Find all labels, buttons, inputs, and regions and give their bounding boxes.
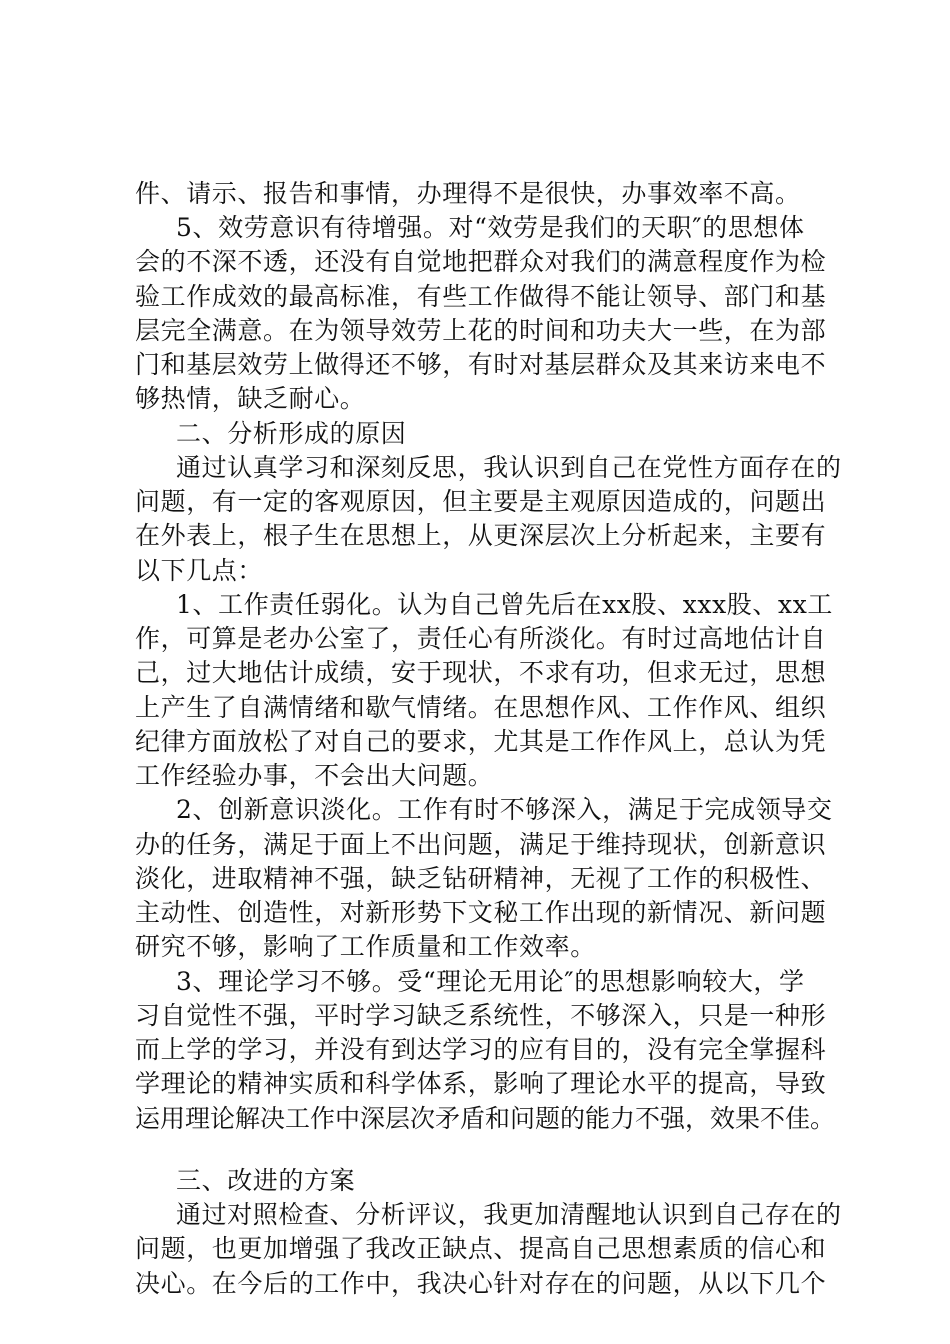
- text-line: 己，过大地估计成绩，安于现状，不求有功，但求无过，思想: [135, 658, 827, 687]
- text-line: 上产生了自满情绪和歇气情绪。在思想作风、工作作风、组织: [135, 693, 827, 722]
- text-line: 5、效劳意识有待增强。对“效劳是我们的天职″的思想体: [176, 213, 805, 242]
- text-line: 在外表上，根子生在思想上，从更深层次上分析起来，主要有: [135, 521, 827, 550]
- text-line: 以下几点：: [135, 556, 264, 585]
- text-line: 问题，也更加增强了我改正缺点、提高自己思想素质的信心和: [135, 1234, 827, 1263]
- text-line: 主动性、创造性，对新形势下文秘工作出现的新情况、新问题: [135, 898, 827, 927]
- text-line: 作，可算是老办公室了，责任心有所淡化。有时过高地估计自: [135, 624, 827, 653]
- text-line: 够热情，缺乏耐心。: [135, 384, 366, 413]
- text-line: 而上学的学习，并没有到达学习的应有目的，没有完全掌握科: [135, 1035, 827, 1064]
- text-line: 学理论的精神实质和科学体系，影响了理论水平的提高，导致: [135, 1069, 827, 1098]
- text-line: 3、理论学习不够。受“理论无用论″的思想影响较大，学: [176, 967, 805, 996]
- text-line: 件、请示、报告和事情，办理得不是很快，办事效率不高。: [135, 179, 801, 208]
- text-line: 通过对照检查、分析评议，我更加清醒地认识到自己存在的: [176, 1200, 842, 1229]
- section-heading: 二、分析形成的原因: [176, 419, 407, 448]
- text-line: 淡化，进取精神不强，缺乏钻研精神，无视了工作的积极性、: [135, 864, 827, 893]
- text-line: 层完全满意。在为领导效劳上花的时间和功夫大一些，在为部: [135, 316, 827, 345]
- text-line: 会的不深不透，还没有自觉地把群众对我们的满意程度作为检: [135, 247, 827, 276]
- text-line: 门和基层效劳上做得还不够，有时对基层群众及其来访来电不: [135, 350, 827, 379]
- text-line: 办的任务，满足于面上不出问题，满足于维持现状，创新意识: [135, 830, 827, 859]
- text-line: 验工作成效的最高标准，有些工作做得不能让领导、部门和基: [135, 282, 827, 311]
- text-line: 通过认真学习和深刻反思，我认识到自己在党性方面存在的: [176, 453, 842, 482]
- text-line: 问题，有一定的客观原因，但主要是主观原因造成的，问题出: [135, 487, 827, 516]
- text-line: 1、工作责任弱化。认为自己曾先后在xx股、xxx股、xx工: [176, 590, 834, 619]
- text-line: 习自觉性不强，平时学习缺乏系统性，不够深入，只是一种形: [135, 1001, 827, 1030]
- text-line: 决心。在今后的工作中，我决心针对存在的问题，从以下几个: [135, 1269, 827, 1298]
- section-heading: 三、改进的方案: [176, 1166, 356, 1195]
- text-line: 运用理论解决工作中深层次矛盾和问题的能力不强，效果不佳。: [135, 1104, 836, 1133]
- text-line: 工作经验办事，不会出大问题。: [135, 761, 494, 790]
- text-line: 纪律方面放松了对自己的要求，尤其是工作作风上，总认为凭: [135, 727, 827, 756]
- text-line: 2、创新意识淡化。工作有时不够深入，满足于完成领导交: [176, 795, 833, 824]
- text-line: 研究不够，影响了工作质量和工作效率。: [135, 932, 596, 961]
